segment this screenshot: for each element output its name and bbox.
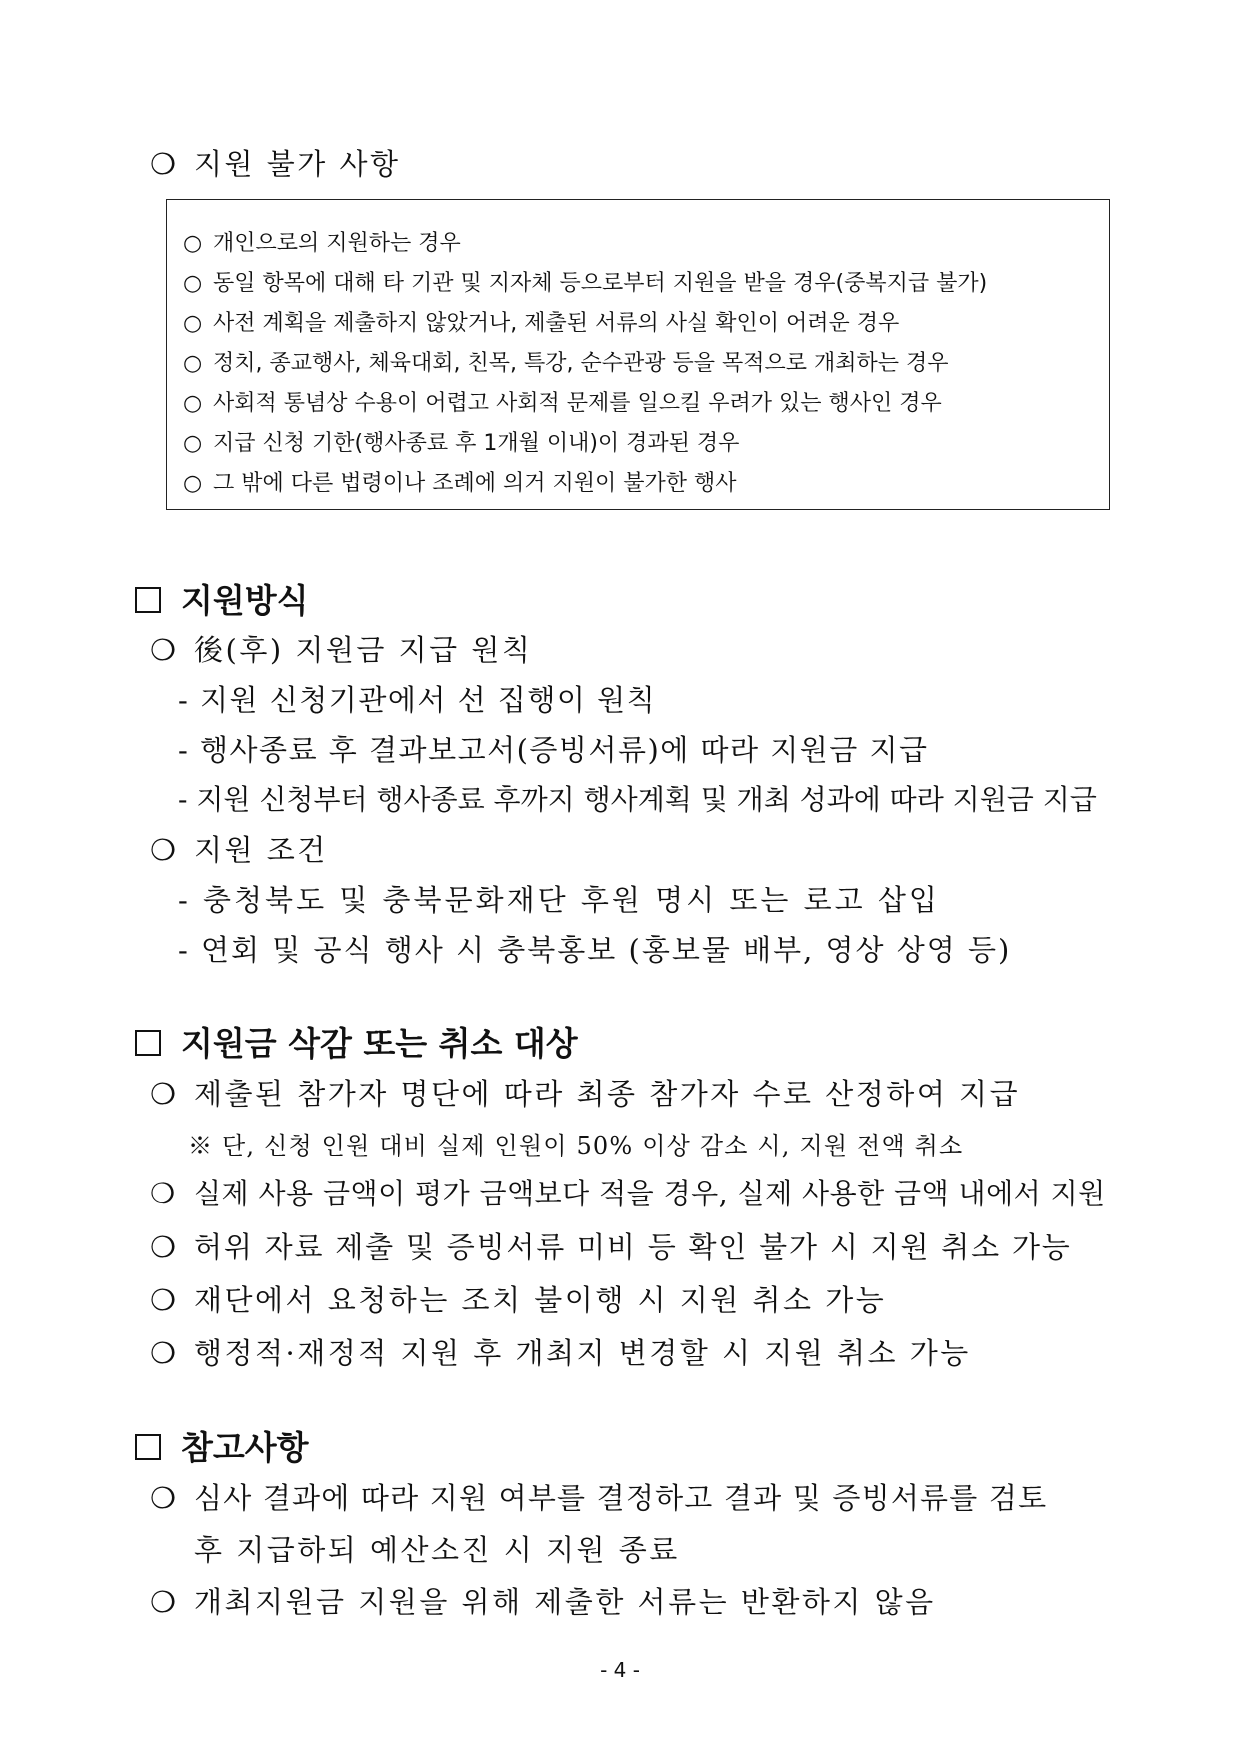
circle-bullet-icon: ❍ [150,1481,178,1515]
condition-detail: - 연회 및 공식 행사 시 충북홍보 (홍보물 배부, 영상 상영 등) [178,933,1012,967]
support-principle: ❍ 後(후) 지원금 지급 원칙 [150,633,533,667]
reference-mark-icon: ※ [188,1132,214,1160]
exclusion-item: ○ 동일 항목에 대해 타 기관 및 지자체 등으로부터 지원을 받을 경우(중복지급 불가) [183,271,988,296]
circle-bullet-icon: ❍ [150,1230,178,1264]
circle-bullet-icon: ❍ [150,1585,179,1619]
reduction-item: ❍ 행정적·재정적 지원 후 개최지 변경할 시 지원 취소 가능 [150,1336,971,1370]
section-title-notes: 참고사항 [135,1422,309,1469]
reduction-note: ※ 단, 신청 인원 대비 실제 인원이 50% 이상 감소 시, 지원 전액 취소 [188,1132,964,1160]
circle-bullet-icon: ❍ [150,633,179,667]
small-circle-bullet-icon: ○ [183,391,203,416]
small-circle-bullet-icon: ○ [183,431,203,456]
exclusion-item: ○ 그 밖에 다른 법령이나 조례에 의거 지원이 불가한 행사 [183,471,737,496]
condition-detail: - 충청북도 및 충북문화재단 후원 명시 또는 로고 삽입 [178,883,940,917]
support-conditions: ❍ 지원 조건 [150,833,328,867]
small-circle-bullet-icon: ○ [183,271,203,296]
small-circle-bullet-icon: ○ [183,351,203,376]
reduction-item: ❍ 제출된 참가자 명단에 따라 최종 참가자 수로 산정하여 지급 [150,1077,1021,1111]
notes-item: ❍ 개최지원금 지원을 위해 제출한 서류는 반환하지 않음 [150,1585,936,1619]
small-circle-bullet-icon: ○ [183,311,203,336]
principle-detail: - 지원 신청부터 행사종료 후까지 행사계획 및 개최 성과에 따라 지원금 지급 [178,783,1097,816]
small-circle-bullet-icon: ○ [183,231,203,256]
exclusion-item: ○ 지급 신청 기한(행사종료 후 1개월 이내)이 경과된 경우 [183,431,740,456]
circle-bullet-icon: ❍ [150,1283,179,1317]
principle-detail: - 지원 신청기관에서 선 집행이 원칙 [178,683,657,717]
circle-bullet-icon: ❍ [150,147,179,181]
circle-bullet-icon: ❍ [150,833,179,867]
exclusion-item: ○ 개인으로의 지원하는 경우 [183,231,461,256]
circle-bullet-icon: ❍ [150,1077,179,1111]
notes-item-continuation: 후 지급하되 예산소진 시 지원 종료 [194,1533,680,1567]
checkbox-square-icon [135,1030,161,1056]
exclusion-item: ○ 사전 계획을 제출하지 않았거나, 제출된 서류의 사실 확인이 어려운 경우 [183,311,900,336]
exclusions-heading: ❍ 지원 불가 사항 [150,147,401,181]
page-number: - 4 - [600,1658,640,1682]
checkbox-square-icon [135,587,161,613]
circle-bullet-icon: ❍ [150,1177,176,1210]
reduction-item: ❍ 허위 자료 제출 및 증빙서류 미비 등 확인 불가 시 지원 취소 가능 [150,1230,1072,1264]
section-title-reduction: 지원금 삭감 또는 취소 대상 [135,1018,578,1065]
reduction-item: ❍ 실제 사용 금액이 평가 금액보다 적을 경우, 실제 사용한 금액 내에서 지원 [150,1177,1106,1210]
circle-bullet-icon: ❍ [150,1336,179,1370]
reduction-item: ❍ 재단에서 요청하는 조치 불이행 시 지원 취소 가능 [150,1283,887,1317]
exclusions-box [166,199,1110,510]
section-title-support-method: 지원방식 [135,575,309,622]
exclusion-item: ○ 사회적 통념상 수용이 어렵고 사회적 문제를 일으킬 우려가 있는 행사인 경우 [183,391,942,416]
exclusion-item: ○ 정치, 종교행사, 체육대회, 친목, 특강, 순수관광 등을 목적으로 개최하는 경우 [183,351,949,376]
principle-detail: - 행사종료 후 결과보고서(증빙서류)에 따라 지원금 지급 [178,733,929,767]
notes-item: ❍ 심사 결과에 따라 지원 여부를 결정하고 결과 및 증빙서류를 검토 [150,1481,1048,1515]
checkbox-square-icon [135,1434,161,1460]
small-circle-bullet-icon: ○ [183,471,203,496]
